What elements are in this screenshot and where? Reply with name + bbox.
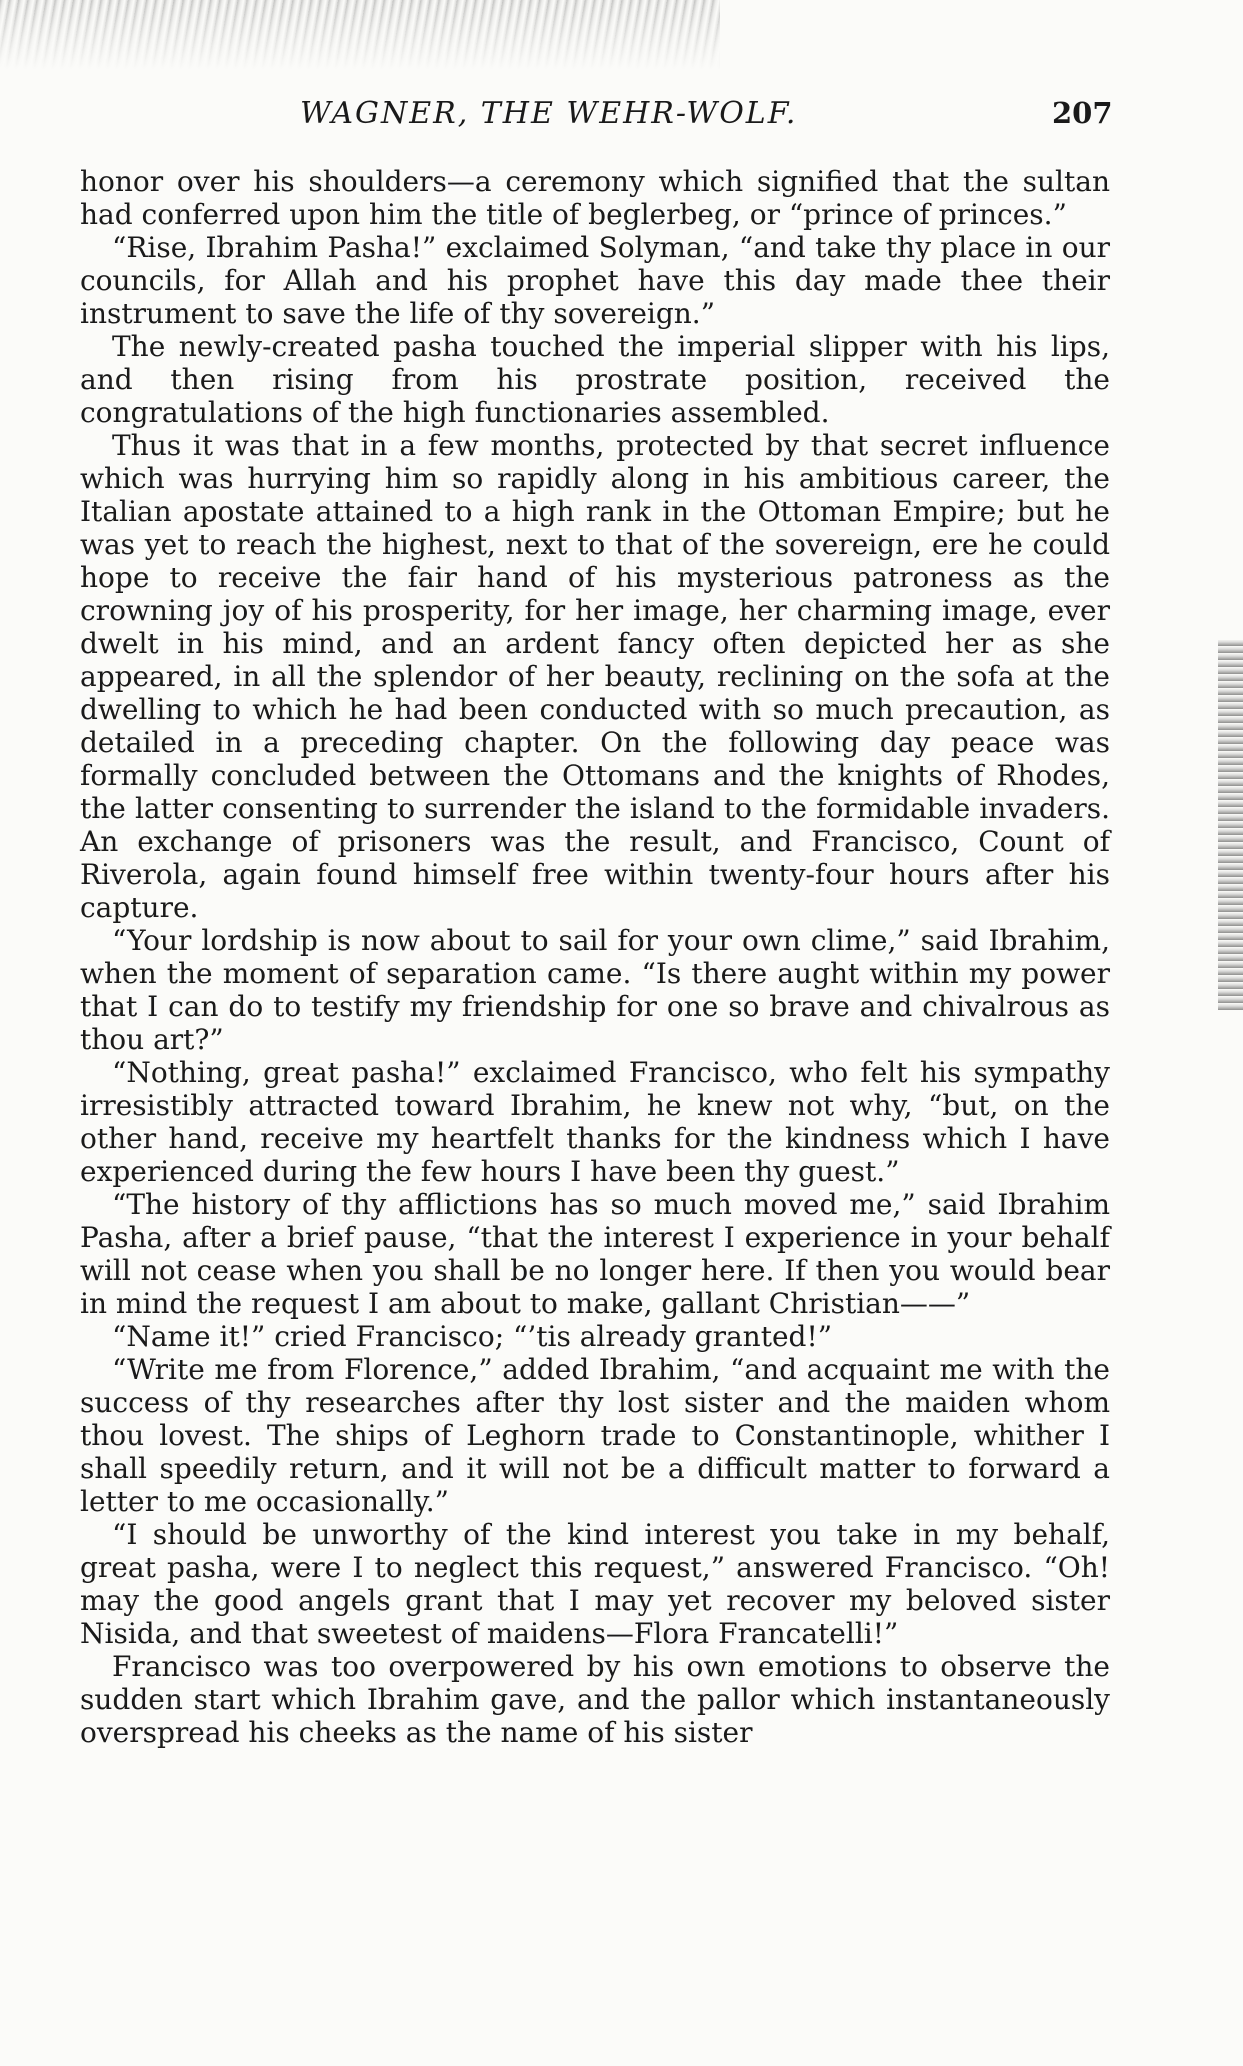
scan-smudge-top xyxy=(0,0,720,70)
scan-smudge-right-edge xyxy=(1218,640,1243,1010)
running-head: WAGNER, THE WEHR-WOLF. xyxy=(300,96,798,131)
paragraph: “Your lordship is now about to sail for your own clime,” said Ibrahim, when the moment of separation came. “Is there aught within my power that I can do to testify my friendship for one so brave and chivalrous as thou art?” xyxy=(80,924,1110,1056)
paragraph: “Rise, Ibrahim Pasha!” exclaimed Solyman, “and take thy place in our councils, for Allah and his prophet have this day made thee their instrument to save the life of thy sovereign.” xyxy=(80,231,1110,330)
page-header xyxy=(0,96,1243,140)
paragraph: Francisco was too overpowered by his own emotions to observe the sudden start which Ibrahim gave, and the pallor which instantaneously overspread his cheeks as the name of his sister xyxy=(80,1650,1110,1749)
paragraph: “Nothing, great pasha!” exclaimed Francisco, who felt his sympathy irresistibly attracted toward Ibrahim, he knew not why, “but, on the other hand, receive my heartfelt thanks for the kindness which I have experienced during the few hours I have been thy guest.” xyxy=(80,1056,1110,1188)
page-number: 207 xyxy=(1052,96,1113,130)
paragraph: “Write me from Florence,” added Ibrahim, “and acquaint me with the success of thy researches after thy lost sister and the maiden whom thou lovest. The ships of Leghorn trade to Constantinople, whither I shall speedily return, and it will not be a difficult matter to forward a letter to me occasionally.” xyxy=(80,1353,1110,1518)
paragraph: honor over his shoulders—a ceremony which signified that the sultan had conferred upon him the title of beglerbeg, or “prince of princes.” xyxy=(80,165,1110,231)
paragraph: “I should be unworthy of the kind interest you take in my behalf, great pasha, were I to neglect this request,” answered Francisco. “Oh! may the good angels grant that I may yet recover my beloved sister Nisida, and that sweetest of maidens—Flora Francatelli!” xyxy=(80,1518,1110,1650)
paragraph: “The history of thy afflictions has so much moved me,” said Ibrahim Pasha, after a brief pause, “that the interest I experience in your behalf will not cease when you shall be no longer here. If then you would bear in mind the request I am about to make, gallant Christian——” xyxy=(80,1188,1110,1320)
paragraph: The newly-created pasha touched the imperial slipper with his lips, and then rising from his prostrate position, received the congratulations of the high functionaries assembled. xyxy=(80,330,1110,429)
paragraph: “Name it!” cried Francisco; “’tis already granted!” xyxy=(112,1320,833,1353)
body-text xyxy=(80,165,1110,1749)
paragraph: Thus it was that in a few months, protected by that secret influence which was hurrying him so rapidly along in his ambitious career, the Italian apostate attained to a high rank in the Ottoman Empire; but he was yet to reach the highest, next to that of the sovereign, ere he could hope to receive the fair hand of his mysterious patroness as the crowning joy of his prosperity, for her image, her charming image, ever dwelt in his mind, and an ardent fancy often depicted her as she appeared, in all the splendor of her beauty, reclining on the sofa at the dwelling to which he had been conducted with so much precaution, as detailed in a preceding chapter. On the following day peace was formally concluded between the Ottomans and the knights of Rhodes, the latter consenting to surrender the island to the formidable invaders. An exchange of prisoners was the result, and Francisco, Count of Riverola, again found himself free within twenty-four hours after his capture. xyxy=(80,429,1110,924)
